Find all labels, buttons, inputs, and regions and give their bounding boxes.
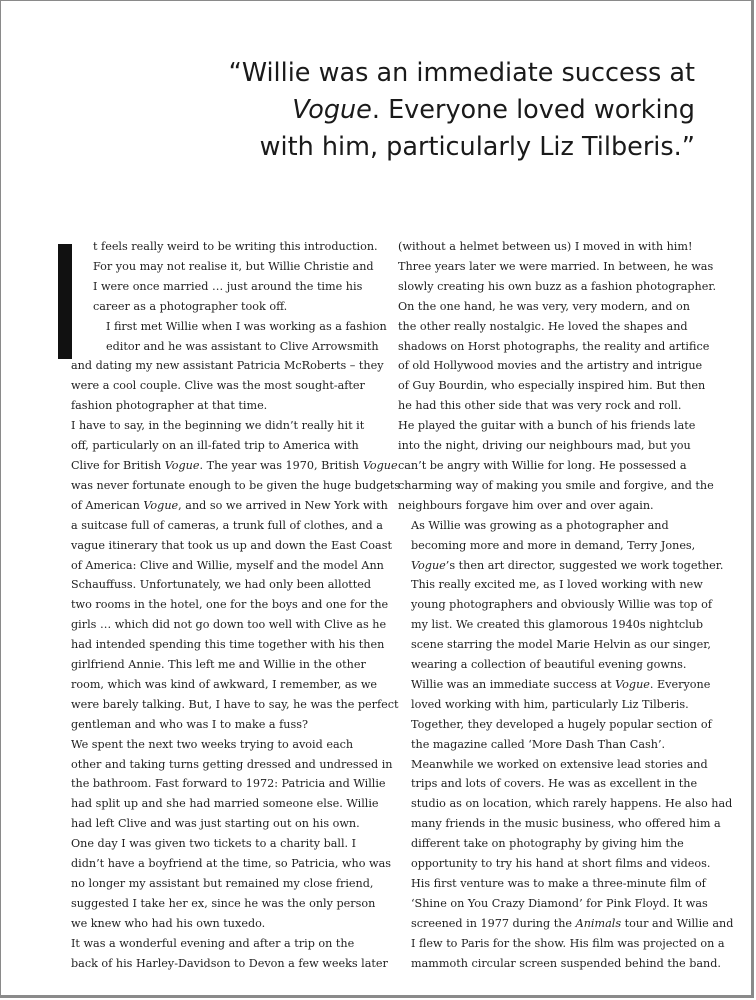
text-run: studio as on location, which rarely happens. He also had <box>411 797 733 811</box>
right-column-paragraph <box>398 755 733 874</box>
text-line <box>398 695 698 715</box>
text-line <box>58 894 376 914</box>
text-run: other and taking turns getting dressed and undressed in <box>71 757 393 771</box>
text-run: two rooms in the hotel, one for the boys and one for the <box>71 598 389 612</box>
text-line <box>398 237 698 257</box>
text-line <box>398 476 714 496</box>
italic-run: Vogue <box>615 677 650 691</box>
text-line <box>58 595 389 615</box>
text-run: On the one hand, he was very, very modern, and on <box>398 299 690 313</box>
text-line <box>58 436 358 456</box>
body-column-right <box>398 237 734 974</box>
body-column-left <box>58 237 401 974</box>
text-line <box>398 297 698 317</box>
text-run: into the night, driving our neighbours mad, but you <box>398 439 691 453</box>
text-run: (without a helmet between us) I moved in with him! <box>398 240 693 253</box>
text-line <box>398 456 698 476</box>
text-run: We spent the next two weeks trying to avoid each <box>71 737 354 751</box>
text-run: slowly creating his own buzz as a fashion photographer. <box>398 279 717 293</box>
text-line <box>58 237 378 257</box>
text-line <box>398 854 711 874</box>
text-line <box>398 675 711 695</box>
text-run: One day I was given two tickets to a charity ball. I <box>71 837 357 851</box>
text-run: he had this other side that was very rock and roll. <box>398 399 682 413</box>
pull-quote-line-1: “Willie was an immediate success at <box>228 58 695 88</box>
italic-run: Vogue <box>362 458 398 472</box>
pull-quote <box>135 55 695 166</box>
text-run: was never fortunate enough to be given the huge budgets <box>71 478 401 492</box>
text-run: It was a wonderful evening and after a trip on the <box>71 936 355 950</box>
right-column-paragraph <box>398 874 734 974</box>
text-line <box>398 556 724 576</box>
text-line <box>58 496 388 516</box>
text-run: Willie was an immediate success at <box>411 677 616 691</box>
text-line <box>398 735 698 755</box>
text-run: vague itinerary that took us up and down the East Coast <box>71 538 392 552</box>
text-run: neighbours forgave him over and over again. <box>398 498 654 512</box>
text-run: Schauffuss. Unfortunately, we had only been allotted <box>71 578 372 592</box>
italic-run: Vogue <box>411 558 446 572</box>
text-run: For you may not realise it, but Willie Christie and <box>93 259 374 273</box>
text-line <box>58 337 379 357</box>
text-line <box>398 536 698 556</box>
text-line <box>398 715 712 735</box>
text-line <box>398 436 698 456</box>
text-line <box>58 556 384 576</box>
text-run: His first venture was to make a three-minute film of <box>411 877 706 890</box>
text-line <box>398 516 698 536</box>
text-line <box>398 595 713 615</box>
text-line <box>58 834 358 854</box>
text-run: . The year was 1970, British <box>199 458 363 472</box>
text-line <box>58 794 379 814</box>
text-line <box>58 914 358 934</box>
left-column-paragraph <box>58 317 387 417</box>
text-line <box>58 356 384 376</box>
text-run: and dating my new assistant Patricia McRoberts – they <box>71 359 384 373</box>
text-run: scene starring the model Marie Helvin as our singer, <box>411 638 711 652</box>
text-run: wearing a collection of beautiful evening gowns. <box>411 658 687 672</box>
text-run: Three years later we were married. In between, he was <box>398 259 714 273</box>
text-line <box>58 954 388 974</box>
text-run: of America: Clive and Willie, myself and the model Ann <box>71 558 384 572</box>
text-line <box>58 516 383 536</box>
text-run: many friends in the music business, who offered him a <box>411 817 721 831</box>
right-column-paragraph <box>398 237 717 516</box>
pull-quote-line-2 <box>135 92 695 129</box>
text-run: the other really nostalgic. He loved the shapes and <box>398 319 688 333</box>
text-run: can’t be angry with Willie for long. He possessed a <box>398 458 687 472</box>
text-line <box>58 575 372 595</box>
text-run: ’s then art director, suggested we work together. <box>445 558 724 572</box>
text-line <box>398 277 717 297</box>
text-run: I flew to Paris for the show. His film was projected on a <box>411 936 725 950</box>
text-run: editor and he was assistant to Clive Arrowsmith <box>106 339 379 353</box>
right-column-paragraph <box>398 516 724 675</box>
text-line <box>398 755 708 775</box>
text-run: had intended spending this time together with his then <box>71 638 385 652</box>
text-run: girlfriend Annie. This left me and Willie in the other <box>71 658 366 672</box>
text-line <box>58 755 393 775</box>
text-run: off, particularly on an ill-fated trip to America with <box>71 439 359 453</box>
text-line <box>398 934 725 954</box>
text-line <box>398 635 711 655</box>
text-line <box>398 794 733 814</box>
text-run: fashion photographer at that time. <box>71 399 268 413</box>
text-run: becoming more and more in demand, Terry Jones, <box>411 538 696 552</box>
text-line <box>58 735 358 755</box>
text-run: the bathroom. Fast forward to 1972: Patricia and Willie <box>71 777 386 791</box>
text-line <box>58 715 358 735</box>
text-line <box>398 914 734 934</box>
text-run: tour and Willie and <box>621 916 734 930</box>
text-line <box>398 416 698 436</box>
left-column-paragraph <box>58 934 388 974</box>
pull-quote-line-2-rest: . Everyone loved working <box>371 95 695 125</box>
text-line <box>58 655 366 675</box>
text-line <box>58 416 365 436</box>
text-run: Meanwhile we worked on extensive lead stories and <box>411 757 708 771</box>
text-line <box>58 934 358 954</box>
text-run: t feels really weird to be writing this introduction. <box>93 240 378 253</box>
text-line <box>58 317 387 337</box>
text-line <box>58 635 385 655</box>
text-run: of Guy Bourdin, who especially inspired him. But then <box>398 379 706 393</box>
pull-quote-line-3: with him, particularly Liz Tilberis.” <box>259 132 695 162</box>
text-run: were a cool couple. Clive was the most sought-after <box>71 379 365 393</box>
text-run: This really excited me, as I loved working with new <box>411 578 703 592</box>
text-run: had split up and she had married someone else. Willie <box>71 797 379 811</box>
left-column-paragraph <box>58 416 401 735</box>
text-line <box>398 834 698 854</box>
text-line <box>398 655 698 675</box>
text-run: gentleman and who was I to make a fuss? <box>71 717 308 731</box>
left-column-paragraph <box>58 237 378 317</box>
text-line <box>398 814 721 834</box>
text-line <box>58 615 387 635</box>
text-run: He played the guitar with a bunch of his friends late <box>398 419 696 433</box>
pull-quote-italic-vogue: Vogue <box>292 95 372 125</box>
right-column-paragraph <box>398 675 712 755</box>
text-line <box>58 396 358 416</box>
text-run: of old Hollywood movies and the artistry and intrigue <box>398 359 703 373</box>
text-line <box>58 257 374 277</box>
text-line <box>398 954 721 974</box>
text-run: a suitcase full of cameras, a trunk full of clothes, and a <box>71 518 383 532</box>
text-run: As Willie was growing as a photographer and <box>411 518 669 532</box>
text-line <box>398 317 698 337</box>
text-line <box>58 695 399 715</box>
text-run: , and so we arrived in New York with <box>178 498 388 512</box>
text-line <box>398 337 710 357</box>
text-run: different take on photography by giving him the <box>411 837 684 851</box>
text-line <box>58 854 391 874</box>
text-line <box>398 874 706 894</box>
text-run: screened in 1977 during the <box>411 916 576 930</box>
text-line <box>398 774 698 794</box>
text-run: the magazine called ‘More Dash Than Cash’. <box>411 737 666 751</box>
text-line <box>58 675 378 695</box>
text-run: ‘Shine on You Crazy Diamond’ for Pink Floyd. It was <box>411 896 708 910</box>
text-line <box>58 297 358 317</box>
text-line <box>398 615 704 635</box>
text-run: I were once married … just around the time his <box>93 279 363 293</box>
text-run: didn’t have a boyfriend at the time, so Patricia, who was <box>71 857 391 871</box>
text-line <box>398 396 698 416</box>
left-column-paragraph <box>58 834 391 934</box>
text-run: mammoth circular screen suspended behind the band. <box>411 956 721 970</box>
text-line <box>398 575 703 595</box>
text-run: room, which was kind of awkward, I remember, as we <box>71 677 378 691</box>
text-line <box>398 376 706 396</box>
text-line <box>58 814 358 834</box>
text-run: loved working with him, particularly Liz Tilberis. <box>411 697 689 711</box>
text-line <box>58 476 401 496</box>
text-line <box>398 257 714 277</box>
text-line <box>58 536 392 556</box>
text-run: trips and lots of covers. He was as excellent in the <box>411 777 698 791</box>
text-run: young photographers and obviously Willie was top of <box>411 598 713 612</box>
text-run: girls … which did not go down too well with Clive as he <box>71 618 387 632</box>
text-run: . Everyone <box>649 677 711 691</box>
text-line <box>398 496 698 516</box>
text-run: opportunity to try his hand at short films and videos. <box>411 857 711 871</box>
italic-run: Vogue <box>164 458 200 472</box>
text-run: I have to say, in the beginning we didn’t really hit it <box>71 419 365 433</box>
text-run: shadows on Horst photographs, the reality and artifice <box>398 339 710 353</box>
text-line <box>58 774 386 794</box>
text-line <box>58 277 363 297</box>
text-line <box>398 894 708 914</box>
text-run: my list. We created this glamorous 1940s nightclub <box>411 618 704 632</box>
text-line <box>398 356 703 376</box>
italic-run: Animals <box>575 916 622 930</box>
text-run: career as a photographer took off. <box>93 299 288 313</box>
text-run: of American <box>71 498 144 512</box>
italic-run: Vogue <box>143 498 179 512</box>
text-run: no longer my assistant but remained my close friend, <box>71 877 374 890</box>
text-run: back of his Harley-Davidson to Devon a few weeks later <box>71 956 388 970</box>
text-run: suggested I take her ex, since he was the only person <box>71 896 376 910</box>
text-run: charming way of making you smile and forgive, and the <box>398 478 714 492</box>
text-run: I first met Willie when I was working as a fashion <box>106 319 387 333</box>
text-line <box>58 376 365 396</box>
text-run: Together, they developed a hugely popular section of <box>411 717 712 731</box>
left-column-paragraph <box>58 735 393 835</box>
text-run: Clive for British <box>71 458 165 472</box>
text-run: we knew who had his own tuxedo. <box>71 916 266 930</box>
text-line <box>58 874 374 894</box>
text-run: were barely talking. But, I have to say, he was the perfect <box>71 697 399 711</box>
text-line <box>58 456 398 476</box>
text-run: had left Clive and was just starting out on his own. <box>71 817 360 831</box>
